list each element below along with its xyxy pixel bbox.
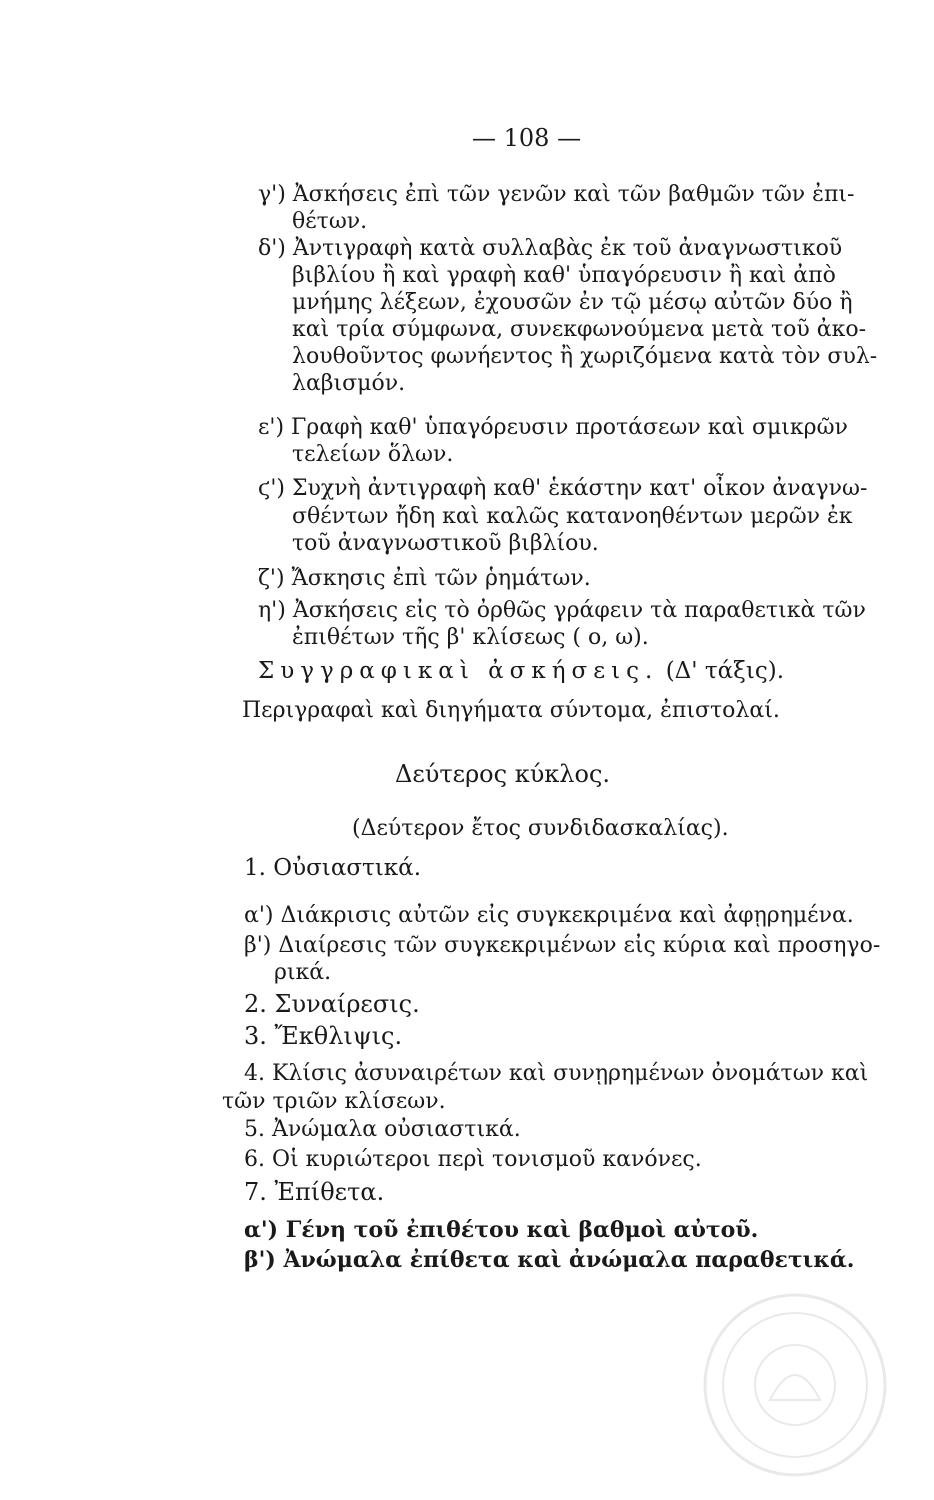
item-continuation: ἐπιθέτων τῆς β' κλίσεως ( ο, ω). bbox=[292, 625, 649, 650]
item-label: ζ') bbox=[258, 566, 285, 591]
item-label: ϛ') bbox=[258, 476, 285, 501]
item-continuation: ρικά. bbox=[274, 960, 332, 985]
item-label: β') bbox=[244, 933, 272, 958]
section-number: 5. bbox=[244, 1117, 265, 1142]
item-text: Γραφὴ καθ' ὑπαγόρευσιν προτάσεων καὶ σμικρῶν bbox=[291, 415, 848, 440]
item-text: Γένη τοῦ ἐπιθέτου καὶ βαθμοὶ αὐτοῦ. bbox=[285, 1217, 759, 1243]
section-heading bbox=[244, 854, 421, 882]
list-item bbox=[258, 235, 842, 263]
section-title: Οὐσιαστικά. bbox=[273, 855, 422, 881]
section-number: 3. bbox=[244, 1022, 267, 1050]
section-heading bbox=[244, 1116, 521, 1144]
item-label: α') bbox=[244, 1217, 279, 1243]
item-text: Ἀσκήσεις εἰς τὸ ὀρθῶς γράφειν τὰ παραθετικὰ τῶν bbox=[292, 598, 866, 623]
item-text: Διαίρεσις τῶν συγκεκριμένων εἰς κύρια καὶ προσηγο- bbox=[278, 933, 881, 958]
cycle-title: Δεύτερος κύκλος. bbox=[395, 760, 611, 788]
list-item bbox=[244, 902, 854, 930]
descriptions-line: Περιγραφαὶ καὶ διηγήματα σύντομα, ἐπιστολαί. bbox=[242, 698, 780, 723]
item-text: Ἀνώμαλα ἐπίθετα καὶ ἀνώμαλα παραθετικά. bbox=[283, 1247, 855, 1273]
item-continuation: τοῦ ἀναγνωστικοῦ βιβλίου. bbox=[292, 531, 599, 556]
item-continuation: βιβλίου ἢ καὶ γραφὴ καθ' ὑπαγόρευσιν ἢ καὶ ἀπὸ bbox=[292, 263, 836, 288]
section-number: 7. bbox=[244, 1178, 267, 1206]
section-title: Οἱ κυριώτεροι περὶ τονισμοῦ κανόνες. bbox=[272, 1147, 702, 1172]
item-continuation: σθέντων ἤδη καὶ καλῶς κατανοηθέντων μερῶν ἐκ bbox=[292, 504, 853, 529]
section-title: Συναίρεσις. bbox=[274, 990, 420, 1018]
section-heading bbox=[244, 1022, 402, 1050]
item-text: Διάκρισις αὐτῶν εἰς συγκεκριμένα καὶ ἀφῃρημένα. bbox=[280, 903, 854, 928]
item-text: Ἄσκησις ἐπὶ τῶν ῥημάτων. bbox=[291, 566, 591, 591]
heading-class: (Δ' τάξις). bbox=[665, 658, 785, 684]
item-label: β') bbox=[244, 1247, 276, 1273]
library-seal-watermark bbox=[700, 1290, 890, 1480]
heading-spaced: Συγγραφικαὶ ἀσκήσεις. bbox=[258, 658, 659, 684]
section-heading bbox=[244, 1146, 702, 1174]
list-item bbox=[258, 414, 848, 442]
item-label: δ') bbox=[258, 236, 286, 261]
section-number: 2. bbox=[244, 990, 267, 1018]
list-item bbox=[258, 475, 867, 503]
section-number: 4. bbox=[244, 1061, 265, 1086]
page-number: — 108 — bbox=[472, 124, 582, 152]
item-continuation: μνήμης λέξεων, ἐχουσῶν ἐν τῷ μέσῳ αὐτῶν δύο ἢ bbox=[292, 290, 853, 315]
section-title: Ἀνώμαλα οὐσιαστικά. bbox=[272, 1117, 521, 1142]
writing-exercises-heading bbox=[258, 657, 784, 685]
item-text: Ἀντιγραφὴ κατὰ συλλαβὰς ἐκ τοῦ ἀναγνωστικοῦ bbox=[292, 236, 843, 261]
item-label: ε') bbox=[258, 415, 285, 440]
section-heading bbox=[244, 1060, 868, 1088]
list-item bbox=[244, 1216, 758, 1244]
item-text: Ἀσκήσεις ἐπὶ τῶν γενῶν καὶ τῶν βαθμῶν τῶν ἐπι- bbox=[292, 182, 855, 207]
item-continuation: τῶν τριῶν κλίσεων. bbox=[222, 1089, 446, 1114]
list-item bbox=[258, 565, 591, 593]
list-item bbox=[244, 932, 880, 960]
item-label: η') bbox=[258, 598, 286, 623]
section-heading bbox=[244, 990, 420, 1018]
item-text: Συχνὴ ἀντιγραφὴ καθ' ἑκάστην κατ' οἶκον ἀναγνω- bbox=[291, 476, 868, 501]
section-number: 6. bbox=[244, 1147, 265, 1172]
item-continuation: θέτων. bbox=[292, 209, 368, 234]
section-heading bbox=[244, 1178, 384, 1206]
item-continuation: τελείων ὅλων. bbox=[292, 442, 454, 467]
section-number: 1. bbox=[244, 855, 266, 881]
section-title: Ἔκθλιψις. bbox=[274, 1022, 403, 1050]
list-item bbox=[258, 181, 855, 209]
section-title: Ἐπίθετα. bbox=[274, 1178, 385, 1206]
section-title: Κλίσις ἀσυναιρέτων καὶ συνῃρημένων ὀνομάτων καὶ bbox=[272, 1061, 869, 1086]
list-item bbox=[258, 597, 866, 625]
cycle-subtitle: (Δεύτερον ἔτος συνδιδασκαλίας). bbox=[352, 816, 729, 841]
item-label: α') bbox=[244, 903, 274, 928]
list-item bbox=[244, 1246, 854, 1274]
item-continuation: καὶ τρία σύμφωνα, συνεκφωνούμενα μετὰ τοῦ ἀκο- bbox=[292, 317, 867, 342]
item-continuation: λαβισμόν. bbox=[292, 371, 406, 396]
item-label: γ') bbox=[258, 182, 286, 207]
item-continuation: λουθοῦντος φωνήεντος ἢ χωριζόμενα κατὰ τὸν συλ- bbox=[292, 344, 878, 369]
